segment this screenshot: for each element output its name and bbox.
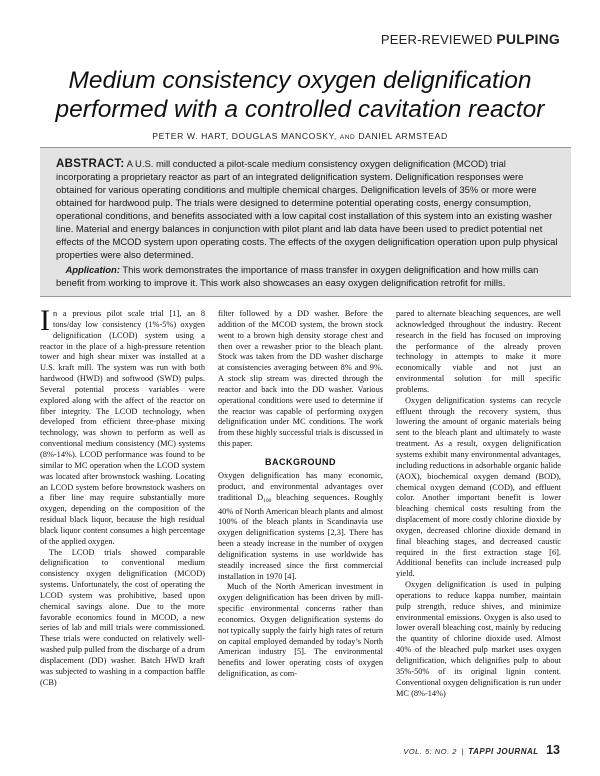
body-column-3 (396, 309, 561, 729)
page-number: 13 (546, 743, 560, 757)
drop-cap: I (40, 309, 50, 337)
article-title (30, 66, 570, 124)
section-label (381, 31, 560, 47)
application-text: This work demonstrates the importance of mass transfer in oxygen delignification and how mills can benefit from working to improve it. This work also showcases an easy oxygen delignification retrofit for mills. (56, 265, 539, 289)
authors-part-2: DANIEL ARMSTEAD (358, 131, 448, 141)
application-label: Application: (65, 265, 120, 276)
paragraph: The LCOD trials showed comparable delignification to conventional medium consistency oxygen delignification (MCOD) systems. Unfortunately, the cost of operating the LCOD system was prohibitive, based upon chemical savings alone. Due to the more favorable economics found in MCOD, a new series of lab and mill trials were commissioned. These trials were conducted on relatively well-washed pulp pulled from the discharge of a drum displacement (DD) washer. Batch HWD kraft was subjected to washing in a compaction baffle (CB) (40, 547, 205, 687)
authors (30, 131, 570, 141)
paragraph-text: bleaching sequences. Roughly 40% of North American bleach plants and almost 100% of the bleach plants in Scandinavia use oxygen delignification systems [2,3]. There has been a steady increase in the number of oxygen delignification systems in use worldwide has steadily increased since the first commercial installation in 1970 [4]. (218, 492, 383, 581)
subscript: 100 (263, 497, 272, 504)
abstract-label: ABSTRACT: (56, 158, 125, 170)
paragraph-text: Oxygen delignification has many economic, product, and environmental advantages over traditional D (218, 470, 383, 502)
application (56, 264, 561, 290)
footer-journal: TAPPI JOURNAL (468, 747, 539, 756)
paragraph (40, 309, 205, 548)
page-footer: VOL. 5: NO. 2 | TAPPI JOURNAL 13 (403, 743, 560, 757)
authors-and: AND (339, 134, 356, 141)
body-column-1 (40, 309, 205, 729)
abstract-text: A U.S. mill conducted a pilot-scale medium consistency oxygen delignification (MCOD) trial incorporating a proprietary reactor as part of an integrated delignification system. Delignification responses were obtained for various operating conditions and multiple chemical charges. Delignification levels of 35% or more were obtained for hardwood pulp. The trials were designed to determine potential operating costs, energy consumption, operational conditions, and benefits associated with a low capital cost installation of this system into an existing washer line. Material and energy balances in conjunction with pilot plant and lab data have been used to predict potential net effects of the MCOD system upon operating costs. The effects of the oxygen delignification operation upon pulp physical properties were also determined. (56, 159, 558, 261)
section-label-bold: PULPING (496, 31, 560, 47)
body-column-2 (218, 309, 383, 729)
section-label-light: PEER-REVIEWED (380, 32, 493, 47)
title-line-2: performed with a controlled cavitation reactor (55, 96, 545, 123)
title-line-1: Medium consistency oxygen delignification (68, 67, 532, 94)
paragraph: Oxygen delignification is used in pulping operations to reduce kappa number, maintain pulp strength, reduce shives, and minimize environmental emissions. Oxygen is also used to lower overall bleaching cost, mainly by reducing the quantity of chlorine dioxide used. Almost 40% of the bleached pulp market uses oxygen delignification, which delignifies pulp to about 35%-50% of its original lignin content. Conventional oxygen delignification is run under MC (8%-14%) (396, 580, 561, 698)
footer-volume: VOL. 5: NO. 2 (403, 747, 457, 756)
authors-part-1: PETER W. HART, DOUGLAS MANCOSKY, (152, 131, 337, 141)
abstract (56, 158, 561, 262)
section-heading-background: BACKGROUND (265, 456, 336, 467)
paragraph: Oxygen delignification systems can recycle effluent through the recovery system, thus lowering the amount of organic materials being sent to the bleach plant and ultimately to waste treatment. As a result, oxygen delignification systems exhibit many environmental advantages, including reductions in adsorbable organic halide (AOX), biochemical oxygen demand (BOD), chemical oxygen demand (COD), and effluent color. Another important benefit is lower bleaching chemical costs resulting from the displacement of more costly chlorine dioxide by oxygen, decreased chlorine dioxide demand in final bleaching stages, and decreased caustic required in the first extraction stage [6]. Additional benefits can include increased pulp yield. (396, 395, 561, 579)
paragraph-text: n a previous pilot scale trial [1], an 8 tons/day low consistency (1%-5%) oxygen delignification (LCOD) system using a reactor in the place of a high-pressure retention tower and high shear mixer was installed at a U.S. kraft mill. The system was run with both hardwood (HWD) and softwood (SWD) pulps. Several potential process variables were explored along with the affect of the reactor on fiber integrity. The LCOD technology, when developed from efficient three-phase mixing technology, was shown to perform as well as conventional medium consistency (MC) systems (8%-14%). LCOD performance was found to be similar to MC operation when the LCOD system was located after brownstock washing. Locating an LCOD system before brownstock washers on a fiber line may require substantially more oxygen, depending on the composition of the residual black liquor, because the high residual black liquor content consumes a high percentage of the applied oxygen. (40, 309, 205, 546)
paragraph: filter followed by a DD washer. Before the addition of the MCOD system, the brown stock went to a brown high density storage chest and then over a rewasher prior to the bleach plant. Stock was taken from the DD washer discharge at consistencies averaging between 8% and 9%. A stock slip stream was directed through the reactor and back into the DD washer. Various operational conditions were used to determine if the reactor was capable of performing oxygen delignification under MC conditions. The work from these highly successful trials is discussed in this paper. (218, 309, 383, 449)
paragraph: Much of the North American investment in oxygen delignification has been driven by mill-specific environmental concerns rather than economics. Oxygen delignification systems do not typically supply the fairly high rates of return on capital employed demanded by today’s North American industry [5]. The environmental benefits and lower operating costs of oxygen delignification, as com- (218, 582, 383, 679)
paragraph: pared to alternate bleaching sequences, are well acknowledged throughout the industry. Recent research in the field has focused on improving the performance of the already proven technology in attempts to make it more economically viable and not just an environmental solution for mill specific problems. (396, 309, 561, 394)
paragraph (218, 471, 383, 582)
abstract-box (40, 147, 571, 297)
